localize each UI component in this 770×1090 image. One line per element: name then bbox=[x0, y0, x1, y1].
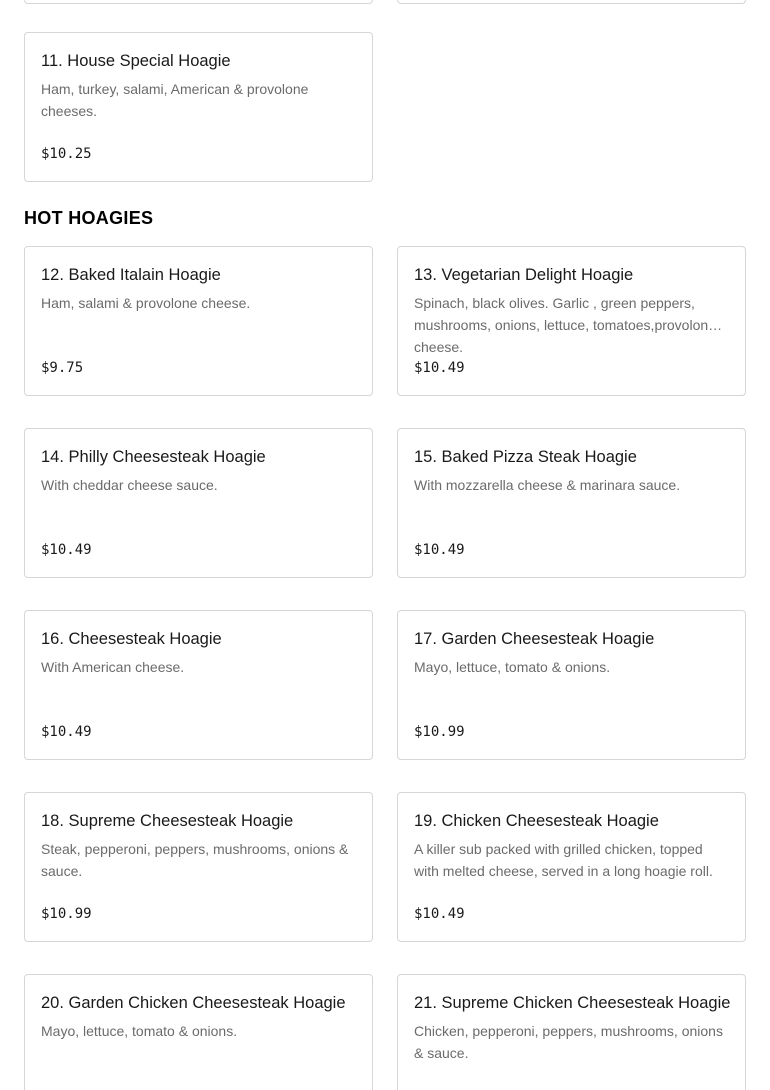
menu-item-name: 17. Garden Cheesesteak Hoagie bbox=[414, 630, 655, 648]
menu-item-description: Ham, salami & provolone cheese. bbox=[41, 295, 251, 311]
menu-item-price: $10.49 bbox=[414, 906, 465, 922]
menu-item-card[interactable] bbox=[397, 246, 746, 396]
menu-item-name: 14. Philly Cheesesteak Hoagie bbox=[41, 448, 266, 466]
menu-item-description: Ham, turkey, salami, American & provolone cheeses. bbox=[41, 81, 309, 119]
menu-item-price: $10.99 bbox=[414, 724, 465, 740]
menu-item-description: Chicken, pepperoni, peppers, mushrooms, onions & sauce. bbox=[414, 1023, 723, 1061]
menu-item-card-partial[interactable] bbox=[24, 0, 373, 4]
menu-item-price: $10.49 bbox=[41, 542, 92, 558]
menu-item-description: Spinach, black olives. Garlic , green peppers, mushrooms, onions, lettuce, tomatoes,provolone cheese. bbox=[414, 295, 716, 355]
menu-item-price: $10.49 bbox=[41, 724, 92, 740]
menu-item-description: With American cheese. bbox=[41, 659, 185, 675]
menu-item-description: Steak, pepperoni, peppers, mushrooms, onions & sauce. bbox=[41, 841, 349, 879]
menu-item-price: $10.49 bbox=[414, 542, 465, 558]
menu-item-card[interactable] bbox=[24, 610, 373, 760]
menu-item-name: 11. House Special Hoagie bbox=[41, 52, 231, 70]
menu-item-card[interactable] bbox=[397, 428, 746, 578]
menu-item-card[interactable] bbox=[397, 792, 746, 942]
menu-item-card[interactable] bbox=[24, 792, 373, 942]
menu-item-description: With mozzarella cheese & marinara sauce. bbox=[414, 477, 681, 493]
menu-item-description: Mayo, lettuce, tomato & onions. bbox=[414, 659, 611, 675]
menu-item-name: 15. Baked Pizza Steak Hoagie bbox=[414, 448, 637, 466]
menu-item-card[interactable] bbox=[24, 974, 373, 1090]
menu-item-card[interactable] bbox=[24, 32, 373, 182]
menu-item-name: 19. Chicken Cheesesteak Hoagie bbox=[414, 812, 659, 830]
menu-item-price: $10.49 bbox=[414, 360, 465, 376]
menu-item-price: $10.25 bbox=[41, 146, 92, 162]
menu-item-card-partial[interactable] bbox=[397, 0, 746, 4]
menu-item-card[interactable] bbox=[24, 428, 373, 578]
menu-item-card[interactable] bbox=[397, 610, 746, 760]
menu-item-description: Mayo, lettuce, tomato & onions. bbox=[41, 1023, 238, 1039]
menu-item-name: 16. Cheesesteak Hoagie bbox=[41, 630, 222, 648]
menu-item-card[interactable] bbox=[24, 246, 373, 396]
menu-item-description: With cheddar cheese sauce. bbox=[41, 477, 218, 493]
menu-item-price: $10.99 bbox=[41, 906, 92, 922]
menu-item-description: A killer sub packed with grilled chicken, topped with melted cheese, served in a long hoagie roll. bbox=[414, 841, 713, 879]
menu-item-name: 20. Garden Chicken Cheesesteak Hoagie bbox=[41, 994, 346, 1012]
menu-item-name: 21. Supreme Chicken Cheesesteak Hoagie bbox=[414, 994, 731, 1012]
menu-item-name: 12. Baked Italain Hoagie bbox=[41, 266, 221, 284]
menu-item-name: 18. Supreme Cheesesteak Hoagie bbox=[41, 812, 294, 830]
menu-item-name: 13. Vegetarian Delight Hoagie bbox=[414, 266, 634, 284]
menu-item-price: $9.75 bbox=[41, 360, 84, 376]
menu-item-card[interactable] bbox=[397, 974, 746, 1090]
section-title: HOT HOAGIES bbox=[24, 208, 154, 228]
